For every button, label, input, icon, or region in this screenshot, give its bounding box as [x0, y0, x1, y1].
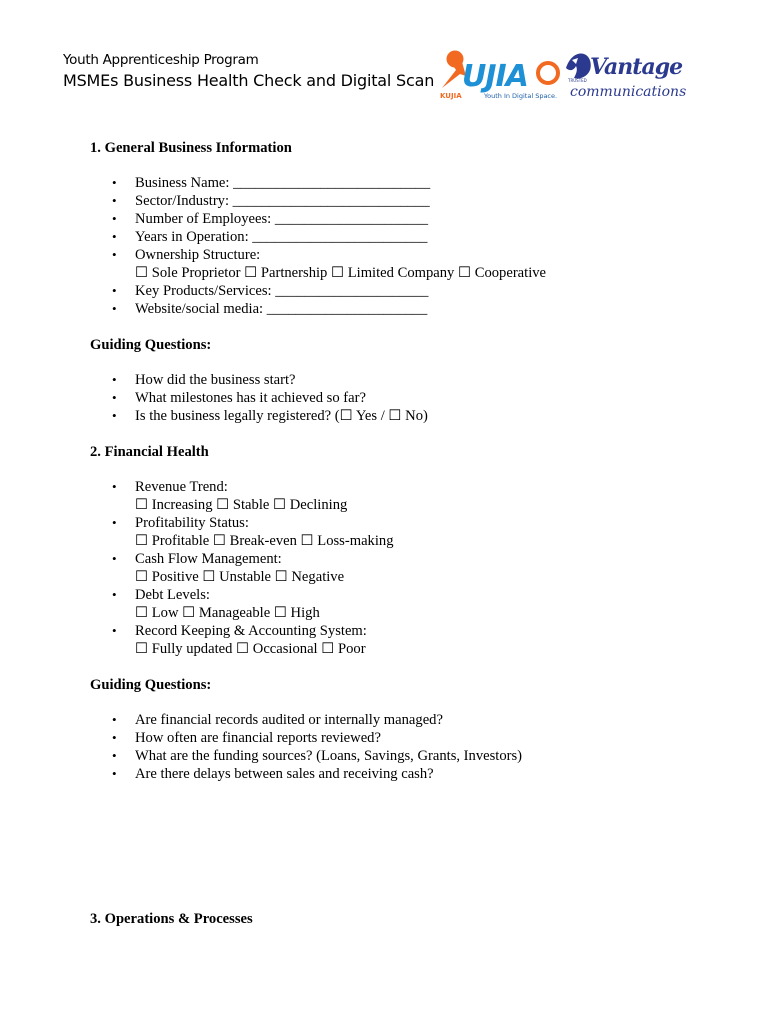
revenue-trend-label: • Revenue Trend:: [135, 479, 228, 495]
vantage-logo: [564, 46, 688, 102]
key-products-field: Key Products/Services: _____________________: [135, 283, 429, 299]
kujia-logo: [438, 50, 568, 102]
years-operation-field: Years in Operation: ________________________: [135, 229, 428, 245]
kujia-tagline: Youth In Digital Space.: [484, 92, 558, 100]
list-item: [90, 514, 728, 550]
sector-industry-field: Sector/Industry: ___________________________: [135, 193, 430, 209]
list-item: [90, 586, 728, 622]
section-heading-financial-health: 2. Financial Health: [90, 444, 209, 460]
list-item: [90, 174, 728, 192]
profitability-label: • Profitability Status:: [135, 515, 249, 531]
vantage-wordmark: Vantage: [590, 54, 683, 80]
website-social-field: Website/social media: ______________________: [135, 301, 428, 317]
financial-health-list: [90, 478, 728, 658]
list-item: [90, 622, 728, 658]
guiding-questions-list: [90, 711, 728, 783]
list-item: [90, 550, 728, 586]
guiding-questions-list: [90, 371, 728, 425]
list-item: [90, 478, 728, 514]
guiding-questions-heading: Guiding Questions:: [90, 677, 212, 693]
list-item: [90, 192, 728, 210]
debt-levels-label: • Debt Levels:: [135, 587, 210, 603]
list-item: [90, 282, 728, 300]
list-item: • What milestones has it achieved so far?: [90, 389, 728, 407]
revenue-trend-options: ☐ Increasing ☐ Stable ☐ Declining: [135, 497, 348, 513]
section-heading-operations: 3. Operations & Processes: [90, 911, 253, 927]
kujia-wordmark: UJIA: [462, 59, 528, 94]
employees-field: Number of Employees: _____________________: [135, 211, 429, 227]
list-item: [90, 228, 728, 246]
debt-levels-options: ☐ Low ☐ Manageable ☐ High: [135, 605, 320, 621]
list-item: • How often are financial reports reviewed?: [90, 729, 728, 747]
list-item: [90, 210, 728, 228]
ownership-structure-options: ☐ Sole Proprietor ☐ Partnership ☐ Limited Company ☐ Cooperative: [135, 265, 547, 281]
ownership-structure-label: • Ownership Structure:: [135, 247, 261, 263]
guiding-questions-heading: Guiding Questions:: [90, 337, 212, 353]
section-heading-general-info: 1. General Business Information: [90, 140, 292, 156]
cash-flow-options: ☐ Positive ☐ Unstable ☐ Negative: [135, 569, 345, 585]
profitability-options: ☐ Profitable ☐ Break-even ☐ Loss-making: [135, 533, 394, 549]
vantage-small-text: TRUSTED: [568, 78, 587, 83]
document-title: MSMEs Business Health Check and Digital Scan: [63, 71, 435, 90]
list-item: • Is the business legally registered? (☐ Yes / ☐ No): [90, 407, 728, 425]
partner-logos: [438, 44, 688, 106]
cash-flow-label: • Cash Flow Management:: [135, 551, 282, 567]
kujia-brand-text: KUJIA: [440, 92, 462, 100]
document-header: [63, 50, 434, 92]
vantage-subtext: communications: [570, 84, 687, 100]
list-item: [90, 300, 728, 318]
list-item: • Are there delays between sales and receiving cash?: [90, 765, 728, 783]
list-item: • How did the business start?: [90, 371, 728, 389]
list-item: • Are financial records audited or internally managed?: [90, 711, 728, 729]
general-info-list: [90, 174, 728, 318]
list-item: [90, 246, 728, 282]
record-keeping-options: ☐ Fully updated ☐ Occasional ☐ Poor: [135, 641, 366, 657]
program-name: Youth Apprenticeship Program: [63, 52, 259, 68]
list-item: • What are the funding sources? (Loans, Savings, Grants, Investors): [90, 747, 728, 765]
document-body: [90, 138, 728, 929]
business-name-field: Business Name: ___________________________: [135, 175, 431, 191]
record-keeping-label: • Record Keeping & Accounting System:: [135, 623, 367, 639]
